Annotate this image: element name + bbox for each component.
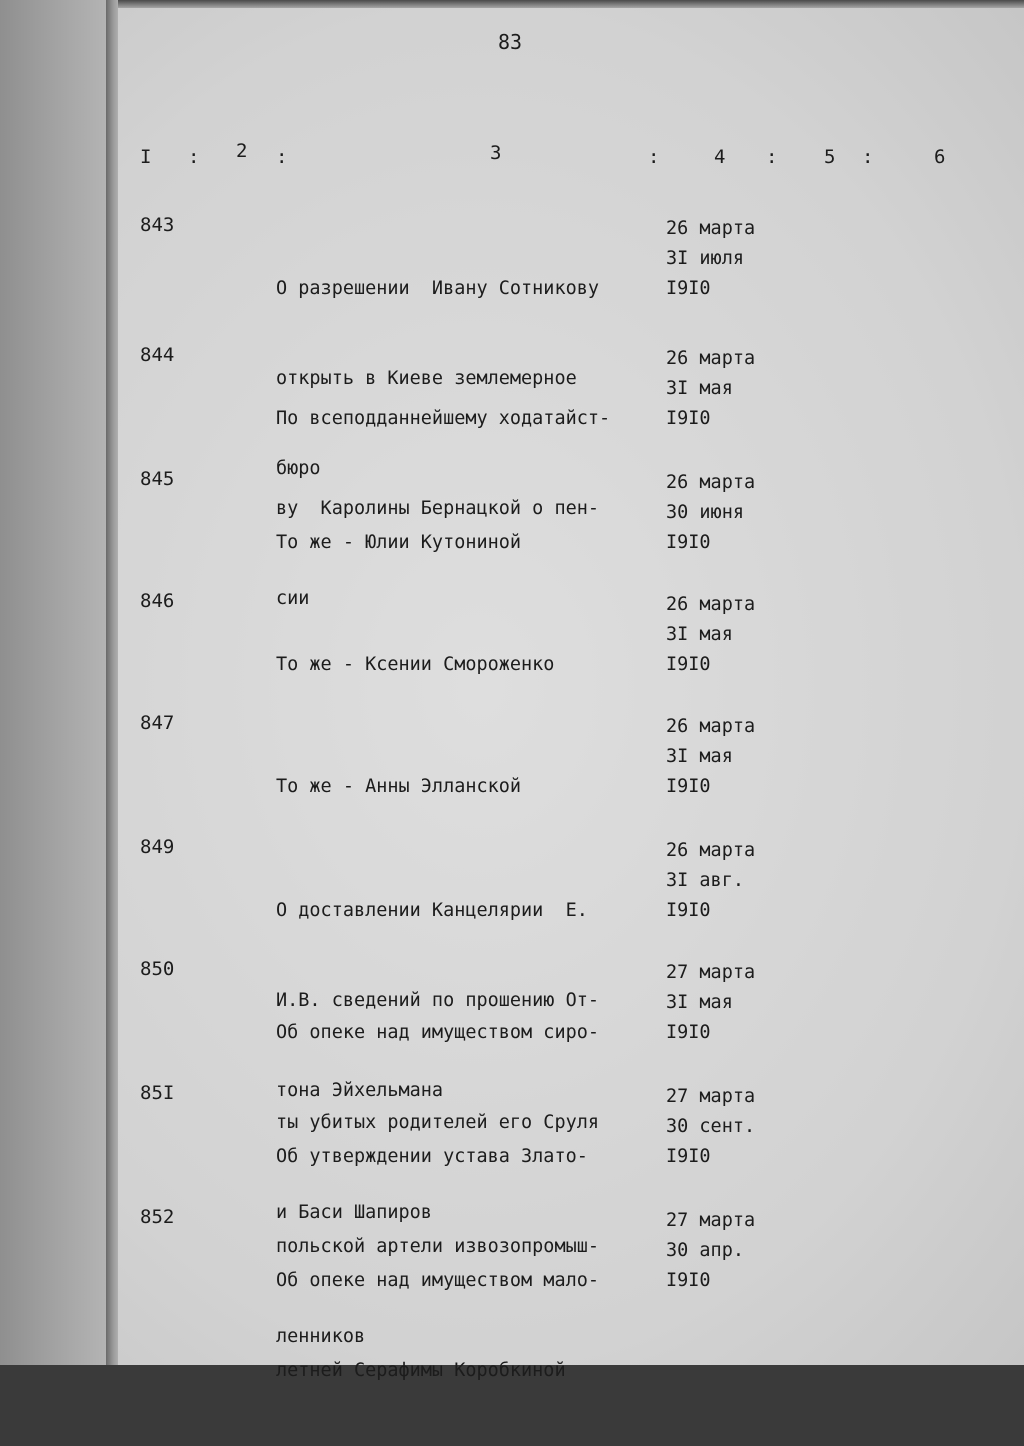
column-separator: : <box>766 146 778 168</box>
column-header-1: I <box>140 146 152 168</box>
entry-title-line: Об опеке над имуществом мало- <box>276 1270 600 1291</box>
entry-title-line: ву Каролины Бернацкой о пен- <box>276 498 600 519</box>
end-date: 3I июля <box>666 248 744 269</box>
start-date: 26 марта <box>666 472 756 493</box>
end-date: 3I авг. <box>666 870 744 891</box>
entry-number: 852 <box>140 1206 175 1228</box>
column-header-2: 2 <box>236 140 248 162</box>
end-date: 3I мая <box>666 992 733 1013</box>
end-date: 3I мая <box>666 624 733 645</box>
entry-title-line: польской артели извозопромыш- <box>276 1236 600 1257</box>
column-separator: : <box>862 146 874 168</box>
entry-title-line: тона Эйхельмана <box>276 1080 444 1101</box>
entry-number: 846 <box>140 590 175 612</box>
entry-title-line: Об опеке над имуществом сиро- <box>276 1022 600 1043</box>
year: I9I0 <box>666 654 711 675</box>
column-header-4: 4 <box>714 146 726 168</box>
entry-dates <box>666 712 806 802</box>
entry-title-line: открыть в Киеве землемерное <box>276 368 577 389</box>
start-date: 26 марта <box>666 716 756 737</box>
year: I9I0 <box>666 532 711 553</box>
end-date: 3I мая <box>666 378 733 399</box>
column-header-3: 3 <box>490 142 502 164</box>
entry-title <box>276 1206 656 1446</box>
entry-title-line: летней Серафимы Коробкиной <box>276 1360 566 1381</box>
entry-number: 847 <box>140 712 175 734</box>
entry-title-line: ленников <box>276 1326 366 1347</box>
start-date: 26 марта <box>666 348 756 369</box>
entry-title-line: сии <box>276 588 310 609</box>
year: I9I0 <box>666 408 711 429</box>
entry-number: 85I <box>140 1082 175 1104</box>
entry-title-line: То же - Ксении Смороженко <box>276 654 555 675</box>
entry-title-line: О разрешении Ивану Сотникову <box>276 278 600 299</box>
entry-dates <box>666 344 806 434</box>
entry-title-line: То же - Анны Элланской <box>276 776 522 797</box>
column-separator: : <box>276 146 288 168</box>
entry-number: 849 <box>140 836 175 858</box>
column-header-6: 6 <box>934 146 946 168</box>
entry-title-line: О доставлении Канцелярии Е. <box>276 900 588 921</box>
entry-title-line: и Баси Шапиров <box>276 1202 432 1223</box>
entry-number: 850 <box>140 958 175 980</box>
end-date: 3I мая <box>666 746 733 767</box>
entry-dates <box>666 590 806 680</box>
start-date: 27 марта <box>666 962 756 983</box>
entry-dates <box>666 1206 806 1296</box>
entry-number: 843 <box>140 214 175 236</box>
column-header-5: 5 <box>824 146 836 168</box>
previous-page-edge <box>0 0 118 1365</box>
entry-dates <box>666 468 806 558</box>
start-date: 26 марта <box>666 218 756 239</box>
year: I9I0 <box>666 1146 711 1167</box>
entry-number: 844 <box>140 344 175 366</box>
year: I9I0 <box>666 278 711 299</box>
start-date: 26 марта <box>666 840 756 861</box>
year: I9I0 <box>666 1022 711 1043</box>
start-date: 26 марта <box>666 594 756 615</box>
page-number: 83 <box>498 30 523 54</box>
entry-title-line: бюро <box>276 458 321 479</box>
entry-dates <box>666 836 806 926</box>
start-date: 27 марта <box>666 1086 756 1107</box>
year: I9I0 <box>666 1270 711 1291</box>
year: I9I0 <box>666 900 711 921</box>
entry-title-line: То же - Юлии Кутониной <box>276 532 522 553</box>
entry-title-line: И.В. сведений по прошению От- <box>276 990 600 1011</box>
entry-title-line: ты убитых родителей его Сруля <box>276 1112 600 1133</box>
end-date: 30 сент. <box>666 1116 756 1137</box>
entry-title-line: Об утверждении устава Злато- <box>276 1146 588 1167</box>
column-separator: : <box>648 146 660 168</box>
entry-dates <box>666 1082 806 1172</box>
entry-title-line: По всеподданнейшему ходатайст- <box>276 408 611 429</box>
year: I9I0 <box>666 776 711 797</box>
column-separator: : <box>188 146 200 168</box>
end-date: 30 апр. <box>666 1240 744 1261</box>
entry-dates <box>666 214 806 304</box>
entry-number: 845 <box>140 468 175 490</box>
entry-dates <box>666 958 806 1048</box>
document-page <box>118 8 1024 1381</box>
end-date: 30 июня <box>666 502 744 523</box>
start-date: 27 марта <box>666 1210 756 1231</box>
